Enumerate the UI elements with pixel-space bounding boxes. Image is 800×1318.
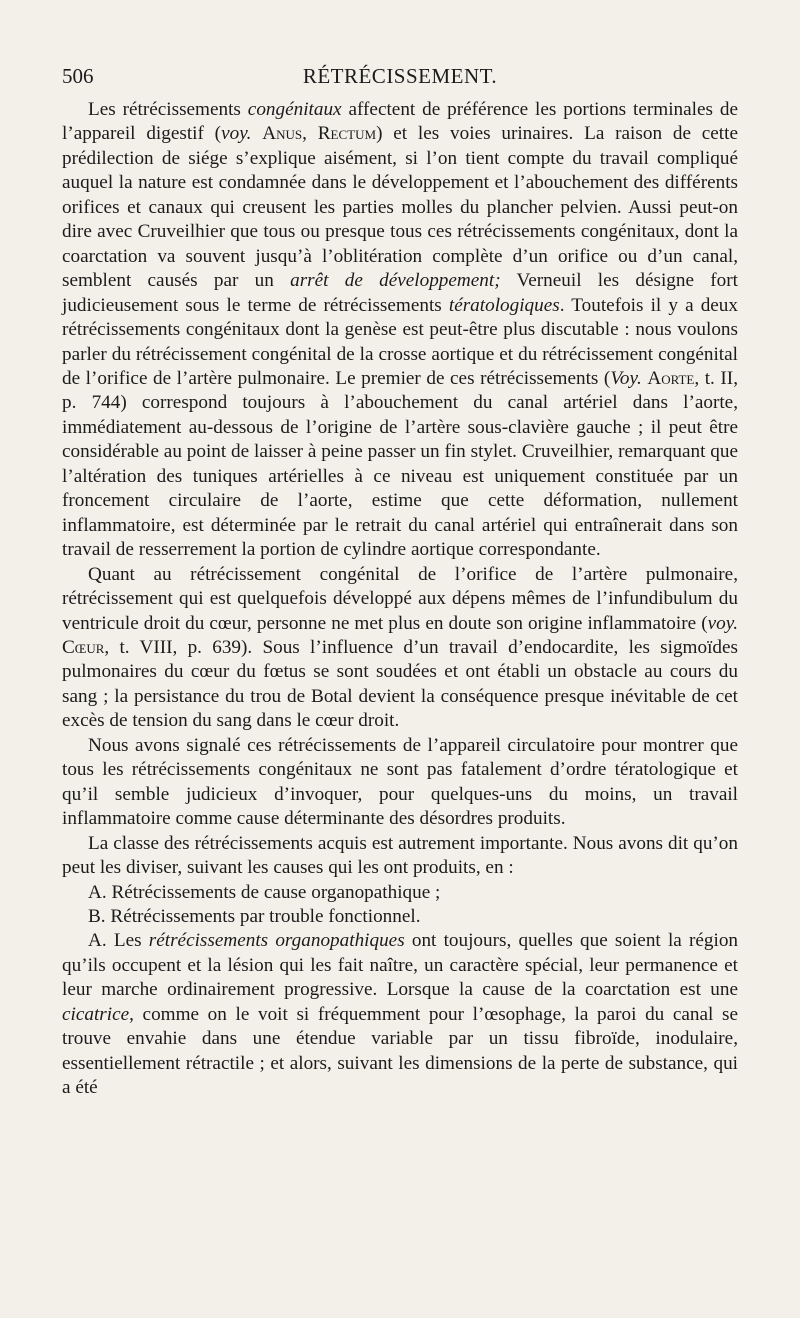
text-run: , comme on le voit si fréquemment pour l’œsophage, la paroi du canal se trouve envahie dans une étendue variable par un tissu fibroïde, inodulaire, essentiellement rétractile ; et alors, suivant les dimensions de la perte de substance, qui a été: [62, 1003, 738, 1099]
list-item-b: [62, 905, 738, 929]
text-run: B. Rétrécissements par trouble fonctionnel.: [88, 905, 421, 927]
text-run: ) et les voies urinaires. La raison de cette prédilection de siége s’explique aisément, si l’on tient compte du travail compliqué auquel la nature est condamnée dans le développement et l’abouchement des différents orifices et canaux qui creusent les parties molles du plancher pelvien. Aussi peut-on dire avec Cruveilhier que tous ou presque tous ces rétrécissements congénitaux, dont la coarctation va souvent jusqu’à l’oblitération complète d’un orifice ou d’un canal, semblent causés par un: [62, 123, 738, 292]
emphasis: rétrécissements organopathiques: [148, 930, 405, 952]
text-run: Nous avons signalé ces rétrécissements de l’appareil circulatoire pour montrer que tous les rétrécissements congénitaux ne sont pas fatalement d’ordre tératologique et qu’il semble judicieux d’invoquer, pour quelques-uns du moins, un travail inflammatoire comme cause déterminante des désordres produits.: [62, 734, 738, 830]
emphasis: voy.: [707, 612, 738, 634]
cross-reference: Anus: [262, 123, 303, 145]
emphasis: voy.: [221, 123, 252, 145]
paragraph-pulmonary: [62, 563, 738, 734]
emphasis: congénitaux: [247, 99, 342, 120]
cross-reference: Cœur: [62, 636, 105, 658]
emphasis: tératologiques: [448, 294, 560, 316]
list-item-a: [62, 881, 738, 905]
text-run: A. Rétrécissements de cause organopathique ;: [88, 881, 441, 903]
emphasis: cicatrice: [62, 1003, 130, 1025]
running-title: RÉTRÉCISSEMENT.: [302, 64, 498, 88]
page-number: 506: [62, 64, 94, 88]
text-run: , t. II, p. 744) correspond toujours à l’abouchement du canal artériel dans l’aorte, immédiatement au-dessous de l’origine de l’artère sous-clavière gauche ; il peut être considérable au point de laisser à peine passer un fin stylet. Cruveilhier, remarquant que l’altération des tuniques artérielles à ce niveau est uniquement constituée par un froncement circulaire de l’aorte, estime que cette déformation, nullement inflammatoire, est déterminée par le retrait du canal artériel qui entraînerait dans son travail de resserrement la portion de cylindre aortique correspondante.: [62, 367, 738, 561]
paragraph-congenital: [62, 98, 738, 563]
page-header: [62, 64, 738, 92]
text-run: Les rétrécissements: [88, 99, 248, 120]
paragraph-organopathic: [62, 929, 738, 1100]
text-run: [251, 123, 262, 144]
text-run: Quant au rétrécissement congénital de l’orifice de l’artère pulmonaire, rétrécissement qui est quelquefois développé aux dépens mêmes de l’infundibulum du ventricule droit du cœur, personne ne met plus en doute son origine inflammatoire (: [62, 563, 738, 634]
body-text: [62, 98, 738, 1101]
text-run: . Toutefois il y a deux rétrécissements congénitaux dont la genèse est peut-être plus discutable : nous voulons parler du rétrécissement congénital de la crosse aortique et du rétrécissement congénital de l’orifice de l’artère pulmonaire. Le premier de ces rétrécissements (: [62, 294, 738, 389]
text-run: affectent de préférence les portions terminales de l’appareil digestif (: [62, 99, 738, 145]
text-run: A. Les: [88, 930, 149, 952]
text-run: La classe des rétrécissements acquis est autrement importante. Nous avons dit qu’on peut les diviser, suivant les causes qui les ont produits, en :: [62, 832, 738, 879]
text-run: ,: [302, 123, 318, 145]
text-run: ont toujours, quelles que soient la région qu’ils occupent et la lésion qui les fait naître, un caractère spécial, leur permanence et leur marche ordinairement progressive. Lorsque la cause de la coarctation est une: [62, 930, 739, 1001]
text-run: Verneuil les désigne fort judicieusement sous le terme de rétrécissements: [62, 270, 738, 316]
paragraph-circulatory: [62, 734, 738, 832]
text-run: , t. VIII, p. 639). Sous l’influence d’un travail d’endocardite, les sigmoïdes pulmonaires du cœur du fœtus se sont soudées et ont établi un obstacle au cours du sang ; la persistance du trou de Botal devient la conséquence presque inévitable de cet excès de tension du sang dans le cœur droit.: [62, 636, 738, 732]
cross-reference: Rectum: [317, 123, 377, 145]
emphasis: arrêt de développement;: [290, 270, 501, 292]
paragraph-acquired: [62, 832, 738, 881]
emphasis: Voy.: [610, 367, 642, 389]
cross-reference: Aorte: [647, 367, 695, 389]
